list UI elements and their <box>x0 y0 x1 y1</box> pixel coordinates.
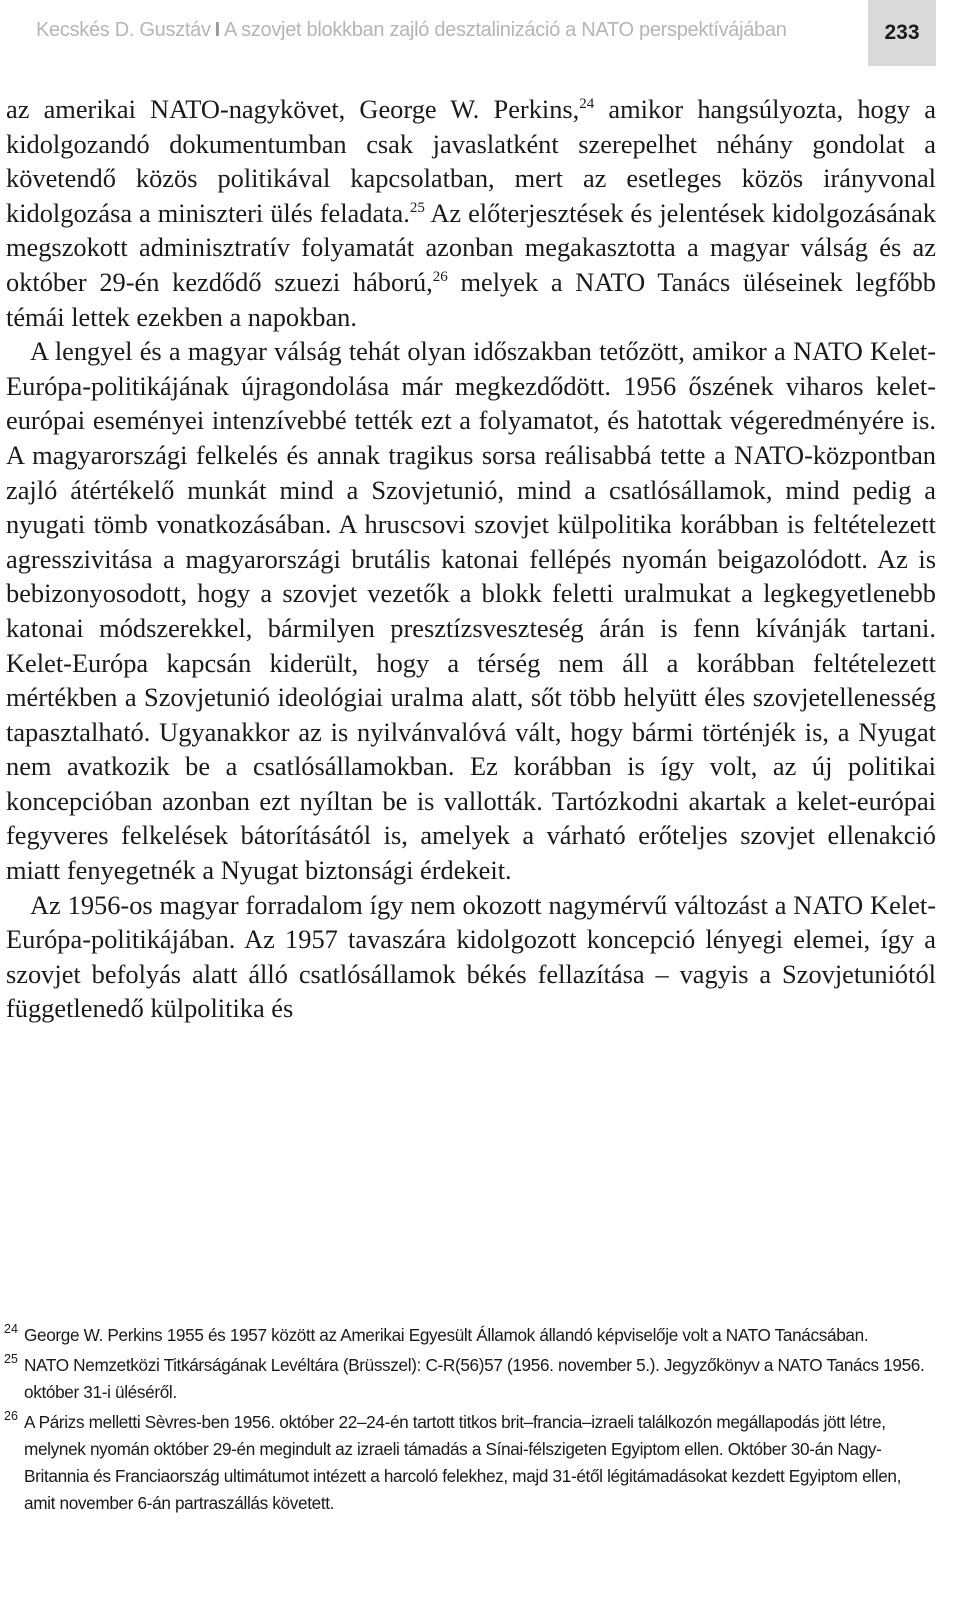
footnote-25 <box>0 1352 936 1406</box>
header-separator: I <box>214 19 220 41</box>
p1-sentence-3: Az előterjesztések és jelentések kidolgozásának megszokott adminisztratív folyamatát azonban megakasztotta a magyar válság és az október 29-én kezdődő szuezi háború, <box>6 197 936 297</box>
header-title: A szovjet blokkban zajló desztalinizáció a NATO perspektívájában <box>223 19 787 41</box>
paragraph-1 <box>6 92 936 334</box>
footnote-26 <box>0 1409 936 1517</box>
running-head <box>36 16 787 44</box>
body-text <box>6 92 936 1026</box>
footnote-text: A Párizs melletti Sèvres-ben 1956. október 22–24-én tartott titkos brit–francia–izraeli találkozón megállapodás jött létre, melynek nyomán október 29-én megindult az izraeli támadás a Sínai-félszigeten Egyiptom ellen. Október 30-án Nagy-Britannia és Franciaország ultimátumot intézett a harcoló felekhez, majd 31-étől légitámadásokat kezdett Egyiptom ellen, amit november 6-án partraszállás követett. <box>24 1412 902 1513</box>
footnote-24 <box>0 1322 936 1349</box>
footnote-text: NATO Nemzetközi Titkárságának Levéltára (Brüsszel): C-R(56)57 (1956. november 5.). Jegyzőkönyv a NATO Tanács 1956. október 31-i üléséről. <box>24 1355 925 1402</box>
footnote-ref-24[interactable]: 24 <box>579 96 595 112</box>
p1-sentence-2: amikor hangsúlyozta, hogy a kidolgozandó dokumentumban csak javaslatként szerepelhet néhány gondolat a követendő közös politikával kapcsolatban, mert az esetleges közös irányvonal kidolgozása a miniszteri ülés feladata. <box>6 94 936 228</box>
header-author: Kecskés D. Gusztáv <box>36 19 211 41</box>
footnote-ref-26[interactable]: 26 <box>432 268 448 285</box>
footnote-text: George W. Perkins 1955 és 1957 között az Amerikai Egyesült Államok állandó képviselője volt a NATO Tanácsában. <box>24 1325 869 1345</box>
footnote-ref-25[interactable]: 25 <box>409 199 425 216</box>
paragraph-3: Az 1956-os magyar forradalom így nem okozott nagymérvű változást a NATO Kelet-Európa-politikájában. Az 1957 tavaszára kidolgozott koncepció lényegi elemei, így a szovjet befolyás alatt álló csatlósállamok békés fellazítása – vagyis a Szovjetuniótól függetlenedő külpolitika és <box>6 889 936 1024</box>
paragraph-2: A lengyel és a magyar válság tehát olyan időszakban tetőzött, amikor a NATO Kelet-Európa-politikájának újragondolása már megkezdődött. 1956 őszének viharos kelet-európai eseményei intenzívebbé tették ezt a folyamatot, és hatottak végeredményére is. A magyarországi felkelés és annak tragikus sorsa reálisabbá tette a NATO-központban zajló átértékelő munkát mind a Szovjetunió, mind a csatlósállamok, mind pedig a nyugati tömb vonatkozásában. A hruscsovi szovjet külpolitika korábban is feltételezett agresszivitása a magyarországi brutális katonai fellépés nyomán beigazolódott. Az is bebizonyosodott, hogy a szovjet vezetők a blokk feletti uralmukat a legkegyetlenebb katonai módszerekkel, bármilyen presztízsveszteség árán is fenn kívánják tartani. Kelet-Európa kapcsán kiderült, hogy a térség nem áll a korábban feltételezett mértékben a Szovjetunió ideológiai uralma alatt, sőt több helyütt éles szovjetellenesség tapasztalható. Ugyanakkor az is nyilvánvalóvá vált, hogy bármi történjék is, a Nyugat nem avatkozik be a csatlósállamokban. Ez korábban is így volt, az új politikai koncepcióban azonban ezt nyíltan be is vallották. Tartózkodni akartak a kelet-európai fegyveres felkelések bátorításától is, amelyek a várható erőteljes szovjet ellenakció miatt fenyegetnék a Nyugat biztonsági érdekeit. <box>6 336 936 886</box>
footnote-number: 26 <box>4 1409 18 1423</box>
page-number: 233 <box>868 0 936 66</box>
footnotes <box>0 1322 936 1520</box>
footnote-number: 25 <box>4 1352 18 1366</box>
p1-sentence-4: melyek a NATO Tanács üléseinek legfőbb témái lettek ezekben a napokban. <box>6 266 936 332</box>
p1-sentence-1: az amerikai NATO-nagykövet, George W. Perkins, <box>6 94 580 124</box>
page-header <box>0 0 960 68</box>
footnote-number: 24 <box>4 1322 18 1336</box>
